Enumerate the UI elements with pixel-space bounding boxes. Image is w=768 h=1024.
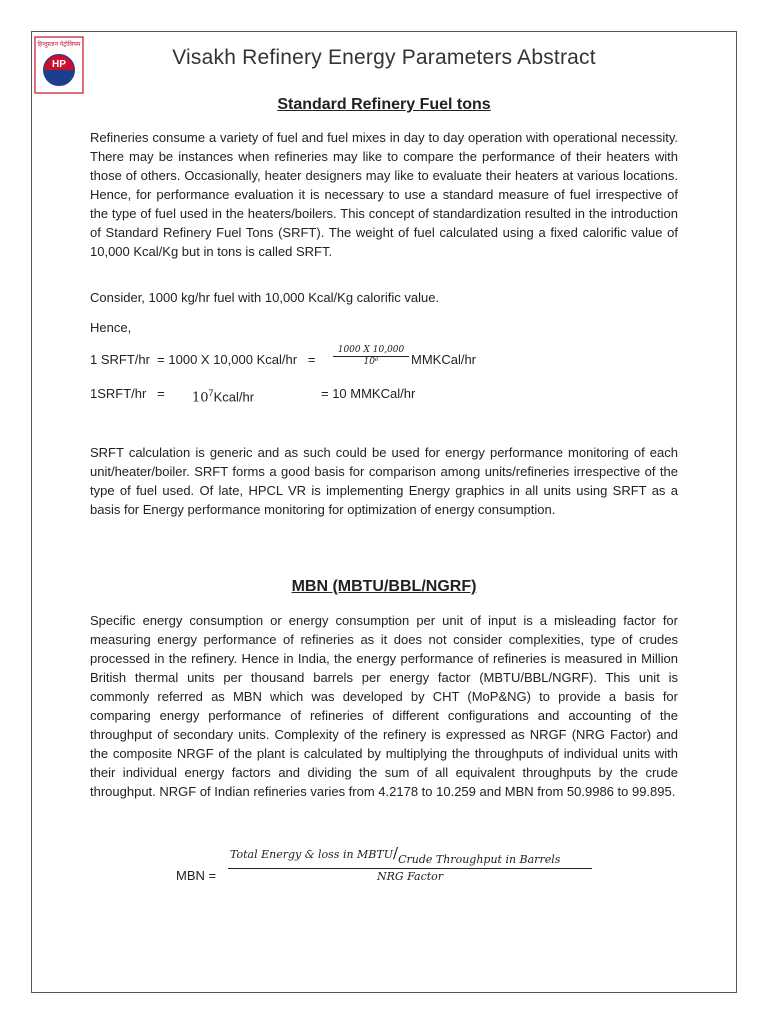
eq2-unit: Kcal/hr xyxy=(213,389,255,405)
mbn-formula-fraction xyxy=(228,846,592,884)
srft-equation-2-left: 1SRFT/hr = xyxy=(90,386,165,401)
srft-hence-line: Hence, xyxy=(90,320,132,335)
eq2-exponent: 7 xyxy=(208,388,214,398)
mbn-formula-denominator: NRG Factor xyxy=(376,870,444,883)
eq1-numerator: 1000 X 10,000 xyxy=(337,345,405,355)
mbn-formula-numerator xyxy=(228,844,592,866)
mbn-formula-left: MBN = xyxy=(176,868,217,883)
mbn-paragraph: Specific energy consumption or energy consumption per unit of input is a misleading factor for measuring energy performance of refineries as it does not consider complexities, type of crudes processed in the refinery. Hence in India, the energy performance of refineries is measured in Million British thermal units per thousand barrels per energy factor (MBTU/BBL/NGRF). This unit is commonly referred as MBN which was developed by CHT (MoP&NG) to provide a basis for comparing energy performance of refineries of different configurations and accounting of the throughput of secondary units. Complexity of the refinery is expressed as NRGF (NRG Factor) and the composite NRGF of the plant is calculated by multiplying the throughputs of individual units with their individual energy factors and dividing the sum of all equivalent throughputs by the crude throughput. NRGF of Indian refineries varies from 4.2178 to 10.259 and MBN from 50.9986 to 99.895. xyxy=(90,613,678,799)
eq2-base: 10 xyxy=(192,390,209,406)
logo-top-text: हिन्दुस्तान पेट्रोलियम xyxy=(37,41,81,48)
srft-usage-paragraph: SRFT calculation is generic and as such could be used for energy performance monitoring of each unit/heater/boiler. SRFT forms a good basis for comparison among units/refineries irrespective of the type of fuel used. Of late, HPCL VR is implementing Energy graphics in all units using SRFT as a basis for Energy performance monitoring for optimization of energy consumption. xyxy=(90,445,678,517)
srft-consider-line: Consider, 1000 kg/hr fuel with 10,000 Kcal/Kg calorific value. xyxy=(90,290,440,305)
mbn-numerator-b: Crude Throughput in Barrels xyxy=(398,853,561,866)
logo-letters: HP xyxy=(52,59,66,70)
srft-equation-2-right: = 10 MMKCal/hr xyxy=(321,386,416,401)
mbn-numerator-slash: / xyxy=(393,844,399,862)
document-title: Visakh Refinery Energy Parameters Abstract xyxy=(172,46,596,69)
mbn-numerator-a: Total Energy & loss in MBTU xyxy=(230,848,394,861)
srft-equation-1-left: 1 SRFT/hr = 1000 X 10,000 Kcal/hr = xyxy=(90,352,316,367)
srft-equation-2-value xyxy=(192,384,254,407)
srft-equation-1-fraction xyxy=(333,345,409,368)
srft-equation-1-unit: MMKCal/hr xyxy=(411,352,477,367)
eq1-denominator: 10⁶ xyxy=(363,357,379,367)
srft-intro-paragraph: Refineries consume a variety of fuel and fuel mixes in day to day operation with operational necessity. There may be instances when refineries may like to compare the performance of their heaters with those of others. Occasionally, heater designers may like to evaluate their heaters at various locations. Hence, for performance evaluation it is necessary to use a standard measure of fuel irrespective of the type of fuel used in the heaters/boilers. This concept of standardization resulted in the introduction of Standard Refinery Fuel Tons (SRFT). The weight of fuel calculated using a fixed calorific value of 10,000 Kcal/Kg but in tons is called SRFT. xyxy=(90,130,678,259)
mbn-heading: MBN (MBTU/BBL/NGRF) xyxy=(291,578,477,595)
srft-heading: Standard Refinery Fuel tons xyxy=(277,96,491,113)
